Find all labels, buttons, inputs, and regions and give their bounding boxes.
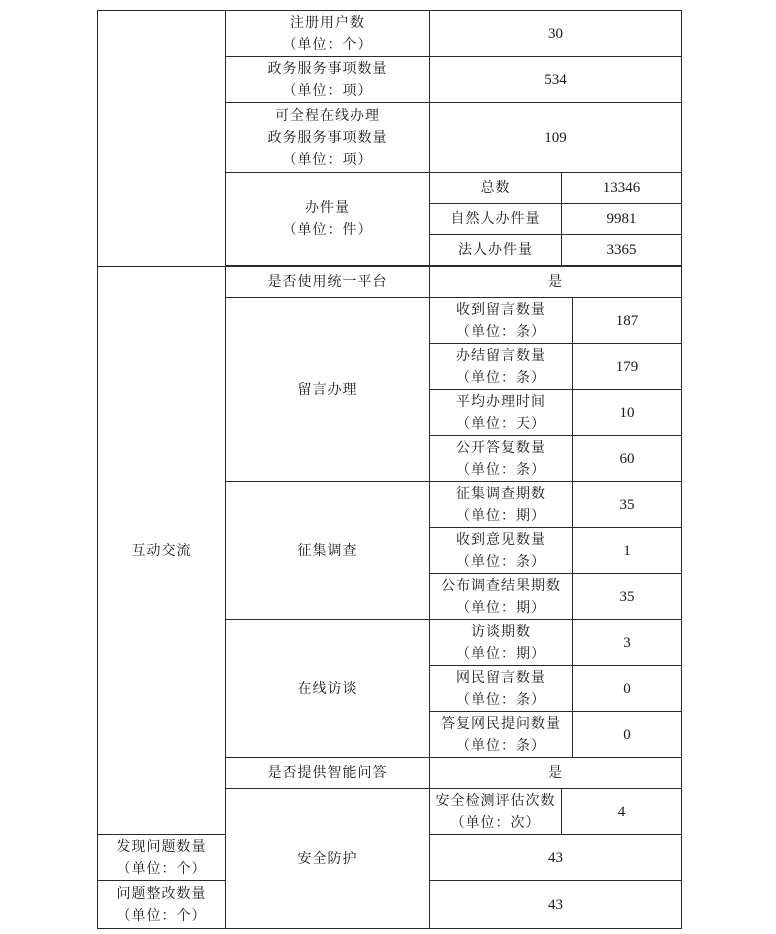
label-security-item: [430, 789, 562, 835]
value-registered-users: 30: [430, 11, 682, 57]
row-unified-platform: [98, 267, 682, 298]
label-messages-item: [430, 298, 573, 344]
value-survey-item: 35: [573, 482, 682, 528]
value-survey-item: 1: [573, 528, 682, 574]
label-security-item: [98, 881, 226, 929]
unit-text: （单位：期）: [456, 645, 546, 662]
value-service-items: 534: [430, 57, 682, 103]
value-unified-platform: 是: [430, 267, 682, 298]
value-messages-item: 187: [573, 298, 682, 344]
label-cases-natural: 自然人办件量: [430, 204, 562, 235]
value-interview-item: 3: [573, 620, 682, 666]
label-interview-item: [430, 666, 573, 712]
value-messages-item: 60: [573, 436, 682, 482]
unit-text: （单位：期）: [456, 507, 546, 524]
label-messages-item: [430, 344, 573, 390]
label-survey-item: [430, 574, 573, 620]
label-service-items: [226, 57, 430, 103]
unit-text: （单位：个）: [116, 907, 207, 924]
unit-text: （单位：项）: [282, 82, 373, 99]
label-interview: 在线访谈: [226, 620, 430, 758]
unit-text: （单位：条）: [456, 553, 546, 570]
label-registered-users: [226, 11, 430, 57]
label-text: 问题整改数量: [116, 885, 207, 902]
label-text: 平均办理时间: [456, 393, 546, 410]
label-text: 安全检测评估次数: [435, 792, 556, 809]
value-cases-legal: 3365: [562, 235, 682, 266]
section-cell-service: [98, 11, 226, 267]
label-text: 注册用户数: [290, 14, 365, 31]
label-cases-total: 总数: [430, 173, 562, 204]
unit-text: （单位：个）: [282, 36, 373, 53]
label-cases-legal: 法人办件量: [430, 235, 562, 266]
label-text: 政务服务事项数量: [267, 60, 388, 77]
label-text: 公布调查结果期数: [441, 577, 561, 594]
value-messages-item: 10: [573, 390, 682, 436]
unit-text: （单位：条）: [456, 369, 546, 386]
label-smart-qa: 是否提供智能问答: [226, 758, 430, 789]
unit-text: （单位：件）: [282, 222, 373, 238]
section-interaction: 互动交流: [98, 267, 226, 835]
label-messages: 留言办理: [226, 298, 430, 482]
section-security: 安全防护: [226, 789, 430, 929]
label-text: 网民留言数量: [456, 669, 546, 686]
value-security-item: 4: [562, 789, 682, 835]
value-online-items: 109: [430, 103, 682, 173]
value-cases-total: 13346: [562, 173, 682, 204]
statistics-table: [97, 10, 682, 929]
value-messages-item: 179: [573, 344, 682, 390]
row-registered-users: [98, 11, 682, 57]
label-interview-item: [430, 620, 573, 666]
label-interview-item: [430, 712, 573, 758]
unit-text: （单位：天）: [456, 415, 546, 432]
value-security-item: 43: [430, 835, 682, 881]
label-cases: [226, 173, 430, 266]
label-online-items: [226, 103, 430, 173]
label-text: 征集调查期数: [456, 485, 546, 502]
label-survey: 征集调查: [226, 482, 430, 620]
label-text: 发现问题数量: [116, 838, 207, 855]
label-text: 公开答复数量: [456, 439, 546, 456]
label-text: 访谈期数: [471, 623, 531, 640]
label-messages-item: [430, 436, 573, 482]
unit-text: （单位：次）: [450, 814, 541, 831]
value-cases-natural: 9981: [562, 204, 682, 235]
unit-text: （单位：个）: [116, 860, 207, 877]
unit-text: （单位：期）: [456, 599, 546, 616]
label-text: 办件量: [305, 200, 350, 216]
unit-text: （单位：条）: [456, 691, 546, 708]
label-text: 答复网民提问数量: [441, 715, 561, 732]
label-unified-platform: 是否使用统一平台: [226, 267, 430, 298]
value-survey-item: 35: [573, 574, 682, 620]
value-interview-item: 0: [573, 666, 682, 712]
unit-text: （单位：条）: [456, 323, 546, 340]
label-text-line2: 政务服务事项数量: [267, 129, 388, 146]
label-text: 收到留言数量: [456, 301, 546, 318]
label-security-item: [98, 835, 226, 881]
label-survey-item: [430, 528, 573, 574]
label-text: 收到意见数量: [456, 531, 546, 548]
label-text-line1: 可全程在线办理: [275, 107, 380, 124]
label-survey-item: [430, 482, 573, 528]
value-smart-qa: 是: [430, 758, 682, 789]
value-interview-item: 0: [573, 712, 682, 758]
label-messages-item: [430, 390, 573, 436]
unit-text: （单位：条）: [456, 461, 546, 478]
label-text: 办结留言数量: [456, 347, 546, 364]
unit-text: （单位：项）: [282, 151, 373, 168]
value-security-item: 43: [430, 881, 682, 929]
unit-text: （单位：条）: [456, 737, 546, 754]
